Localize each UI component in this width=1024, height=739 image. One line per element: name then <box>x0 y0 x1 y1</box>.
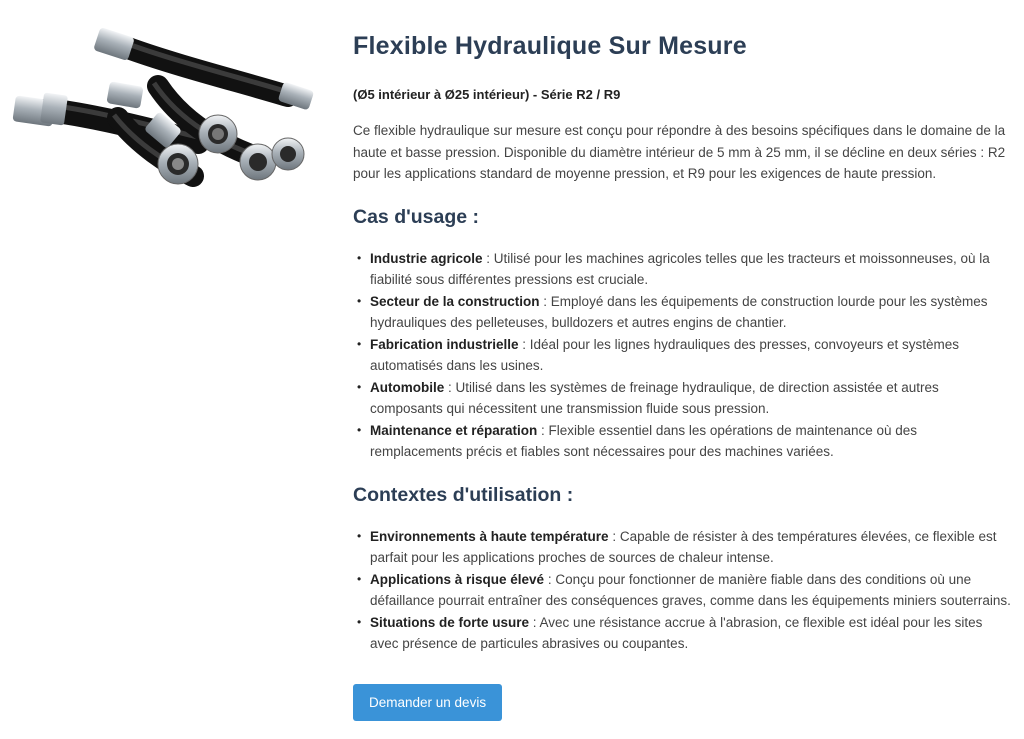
usage-list <box>353 248 1013 463</box>
page-title: Flexible Hydraulique Sur Mesure <box>353 32 747 60</box>
list-item <box>357 248 1013 291</box>
item-text: : Utilisé pour les machines agricoles telles que les tracteurs et moissonneuses, où la fiabilité sous différentes pressions est cruciale. <box>370 250 990 287</box>
item-term: Environnements à haute température <box>370 528 609 544</box>
bullet-icon: • <box>357 293 362 308</box>
contexts-heading: Contextes d'utilisation : <box>353 483 574 506</box>
item-term: Automobile <box>370 379 445 395</box>
list-item <box>357 569 1013 612</box>
item-text: : Idéal pour les lignes hydrauliques des presses, convoyeurs et systèmes automatisés dans les usines. <box>370 336 960 373</box>
bullet-icon: • <box>357 422 362 437</box>
bullet-icon: • <box>357 528 362 543</box>
bullet-icon: • <box>357 571 362 586</box>
item-text: : Employé dans les équipements de construction lourde pour les systèmes hydrauliques des pelleteuses, bulldozers et autres engins de chantier. <box>370 293 988 330</box>
list-item <box>357 612 1013 655</box>
product-content <box>353 30 1013 721</box>
item-text: : Conçu pour fonctionner de manière fiable dans des conditions où une défaillance pourrait entraîner des conséquences graves, comme dans les équipements miniers souterrains. <box>370 571 1011 608</box>
item-text: : Capable de résister à des températures élevées, ce flexible est parfait pour les applications proches de sources de chaleur intense. <box>370 528 997 565</box>
list-item <box>357 526 1013 569</box>
bullet-icon: • <box>357 614 362 629</box>
request-quote-button[interactable]: Demander un devis <box>353 684 502 721</box>
hydraulic-hoses-icon <box>8 26 326 192</box>
item-term: Maintenance et réparation <box>370 422 538 438</box>
item-term: Secteur de la construction <box>370 293 540 309</box>
bullet-icon: • <box>357 336 362 351</box>
item-term: Fabrication industrielle <box>370 336 519 352</box>
bullet-icon: • <box>357 250 362 265</box>
list-item <box>357 377 1013 420</box>
product-intro: Ce flexible hydraulique sur mesure est conçu pour répondre à des besoins spécifiques dans le domaine de la haute et basse pression. Disponible du diamètre intérieur de 5 mm à 25 mm, il se décline en deux séries : R2 pour les applications standard de moyenne pression, et R9 pour les exigences de haute pression. <box>353 123 1006 181</box>
list-item <box>357 420 1013 463</box>
list-item <box>357 334 1013 377</box>
item-term: Industrie agricole <box>370 250 483 266</box>
bullet-icon: • <box>357 379 362 394</box>
list-item <box>357 291 1013 334</box>
item-text: : Flexible essentiel dans les opérations de maintenance où des remplacements précis et fiables sont nécessaires pour des machines variées. <box>370 422 918 459</box>
item-text: : Avec une résistance accrue à l'abrasion, ce flexible est idéal pour les sites avec présence de particules abrasives ou coupantes. <box>370 614 983 651</box>
contexts-list <box>353 526 1013 655</box>
item-term: Applications à risque élevé <box>370 571 545 587</box>
product-subtitle: (Ø5 intérieur à Ø25 intérieur) - Série R2 / R9 <box>353 87 621 102</box>
product-image <box>8 26 326 192</box>
item-text: : Utilisé dans les systèmes de freinage hydraulique, de direction assistée et autres composants qui nécessitent une transmission fluide sous pression. <box>370 379 939 416</box>
item-term: Situations de forte usure <box>370 614 530 630</box>
usage-heading: Cas d'usage : <box>353 205 480 228</box>
